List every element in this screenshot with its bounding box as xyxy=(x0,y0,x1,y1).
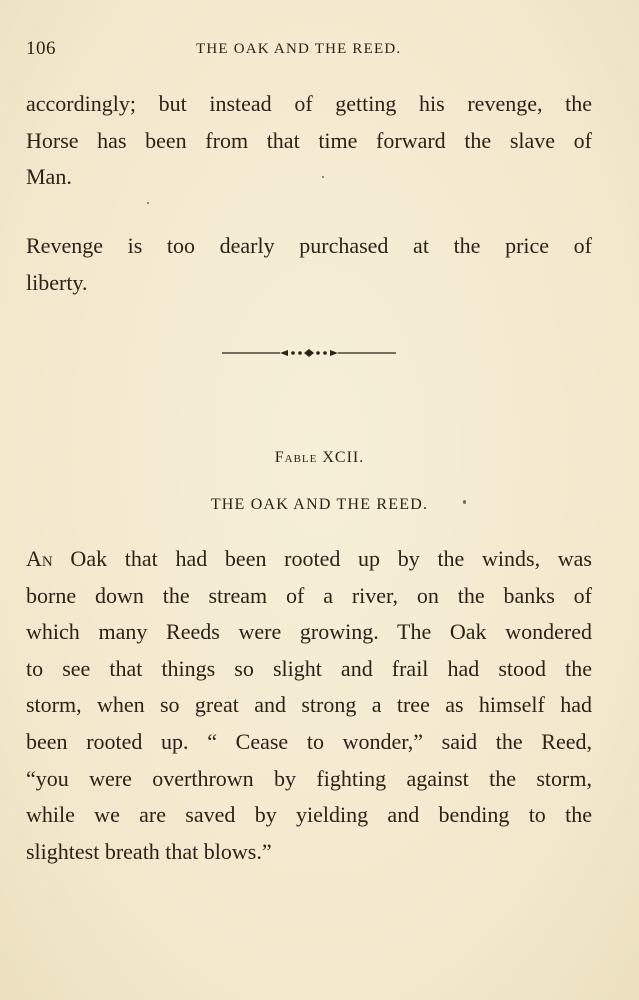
fable-title: THE OAK AND THE REED. xyxy=(210,496,429,513)
moral-paragraph xyxy=(26,228,592,301)
text-line: to see that things so slight and frail had stood the xyxy=(26,655,592,681)
text-line: Man. xyxy=(26,164,72,190)
page-number: 106 xyxy=(26,38,56,59)
page-header xyxy=(26,38,592,66)
ink-speck xyxy=(463,500,466,504)
text-line: borne down the stream of a river, on the banks of xyxy=(26,582,592,608)
text-line: accordingly; but instead of getting his revenge, the xyxy=(26,91,592,116)
fable-number: Fable XCII. xyxy=(274,449,365,466)
text-line: liberty. xyxy=(26,269,88,295)
section-divider-ornament xyxy=(222,346,396,360)
first-line-text: Oak that had been rooted up by the winds, was xyxy=(52,546,592,571)
text-line xyxy=(26,541,592,578)
ink-speck xyxy=(147,202,149,204)
fable-body xyxy=(26,541,592,870)
text-line: Horse has been from that time forward the slave of xyxy=(26,127,592,153)
drop-word: An xyxy=(26,546,53,571)
text-line: which many Reeds were growing. The Oak wondered xyxy=(26,619,592,645)
text-line: been rooted up. “ Cease to wonder,” said the Reed, xyxy=(26,728,592,754)
text-line: storm, when so great and strong a tree as himself had xyxy=(26,692,592,718)
text-line: Revenge is too dearly purchased at the price of xyxy=(26,233,592,258)
text-line: “you were overthrown by fighting against the storm, xyxy=(26,765,592,791)
text-line: while we are saved by yielding and bending to the xyxy=(26,802,592,828)
ink-speck xyxy=(322,176,324,178)
running-head: THE OAK AND THE REED. xyxy=(196,41,402,57)
paragraph-continuation xyxy=(26,86,592,196)
text-line: slightest breath that blows.” xyxy=(26,838,272,864)
